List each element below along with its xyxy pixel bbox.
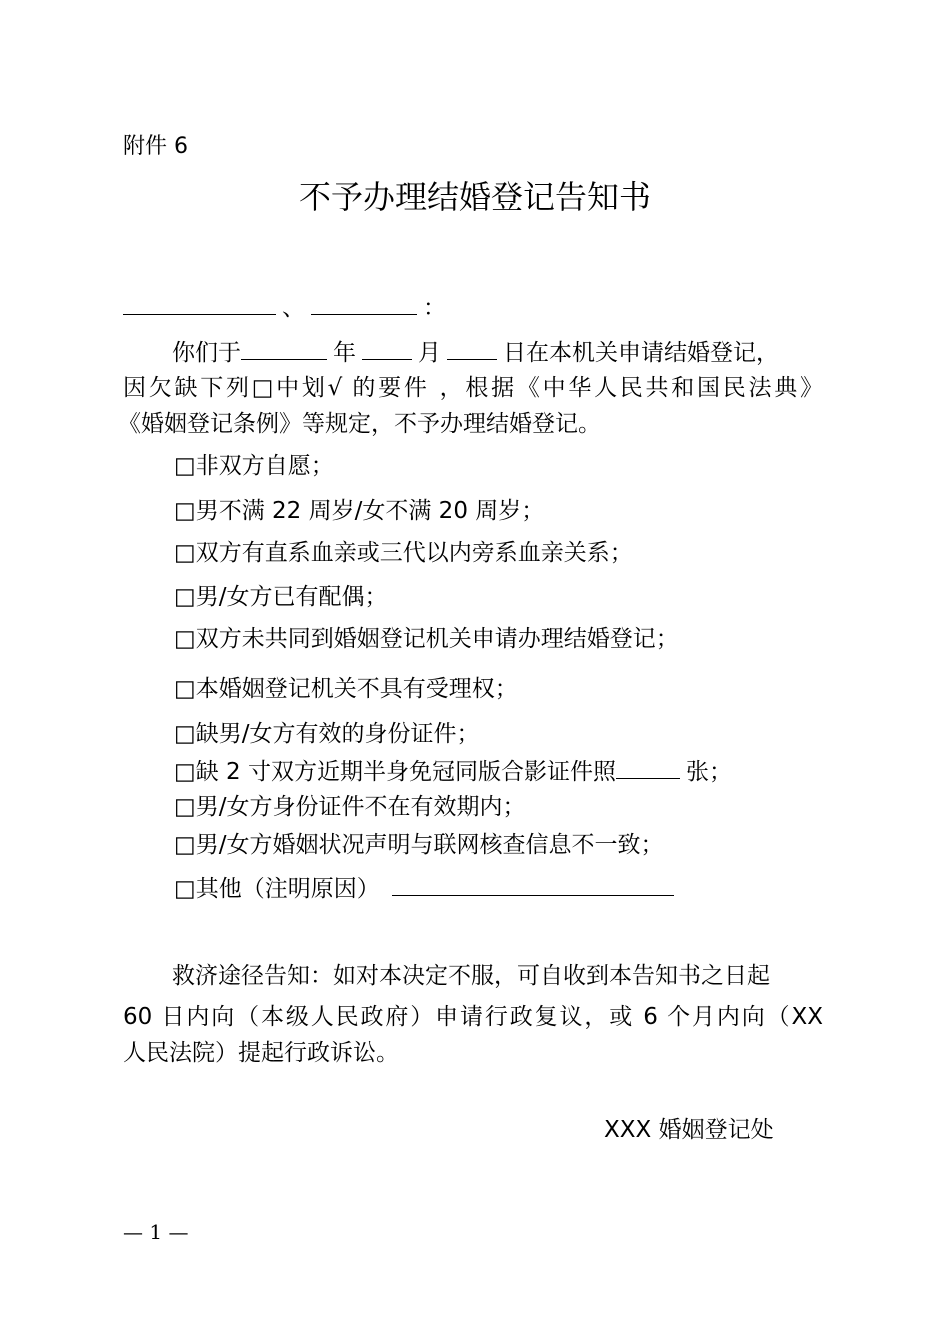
year-label: 年 — [333, 340, 356, 366]
name-blank-1[interactable] — [123, 292, 276, 315]
month-label: 月 — [418, 340, 441, 366]
photo-unit: 张； — [686, 759, 732, 785]
addressee-line — [123, 292, 446, 322]
year-blank[interactable] — [241, 337, 327, 360]
month-blank[interactable] — [362, 337, 412, 360]
page-number: — 1 — — [123, 1220, 189, 1244]
item-other — [174, 873, 680, 903]
item-age: □男不满 22 周岁/女不满 20 周岁； — [174, 498, 545, 524]
item-status-mismatch: □男/女方婚姻状况声明与联网核查信息不一致； — [174, 832, 664, 858]
day-blank[interactable] — [447, 337, 497, 360]
item-no-id: □缺男/女方有效的身份证件； — [174, 721, 480, 747]
name-blank-2[interactable] — [311, 292, 417, 315]
intro-line-2: 因欠缺下列□中划√ 的要件 ，根据《中华人民共和国民法典》 — [123, 375, 823, 401]
item-spouse: □男/女方已有配偶； — [174, 584, 388, 610]
item-not-voluntary: □非双方自愿； — [174, 453, 334, 479]
relief-line-1: 救济途径告知：如对本决定不服，可自收到本告知书之日起 — [172, 963, 770, 989]
other-text: □其他（注明原因） — [174, 876, 380, 902]
colon: ： — [423, 295, 446, 321]
day-text: 日在本机关申请结婚登记， — [503, 340, 779, 366]
separator: 、 — [282, 295, 305, 321]
signature: XXX 婚姻登记处 — [604, 1117, 774, 1143]
intro-line-3: 《婚姻登记条例》等规定，不予办理结婚登记。 — [118, 411, 601, 437]
relief-line-3: 人民法院）提起行政诉讼。 — [123, 1040, 399, 1066]
item-no-jurisdiction: □本婚姻登记机关不具有受理权； — [174, 676, 518, 702]
photo-count-blank[interactable] — [616, 756, 680, 779]
item-kinship: □双方有直系血亲或三代以内旁系血亲关系； — [174, 540, 633, 566]
item-photo — [174, 756, 732, 786]
item-not-together: □双方未共同到婚姻登记机关申请办理结婚登记； — [174, 626, 679, 652]
document-title: 不予办理结婚登记告知书 — [298, 178, 651, 216]
other-reason-blank[interactable] — [392, 873, 674, 896]
relief-line-2: 60 日内向（本级人民政府）申请行政复议，或 6 个月内向（XX — [123, 1004, 823, 1030]
photo-text: □缺 2 寸双方近期半身免冠同版合影证件照 — [174, 759, 616, 785]
intro-line-1 — [172, 337, 779, 367]
item-id-expired: □男/女方身份证件不在有效期内； — [174, 794, 526, 820]
intro-text: 你们于 — [172, 340, 241, 366]
attachment-label: 附件 6 — [123, 134, 188, 159]
